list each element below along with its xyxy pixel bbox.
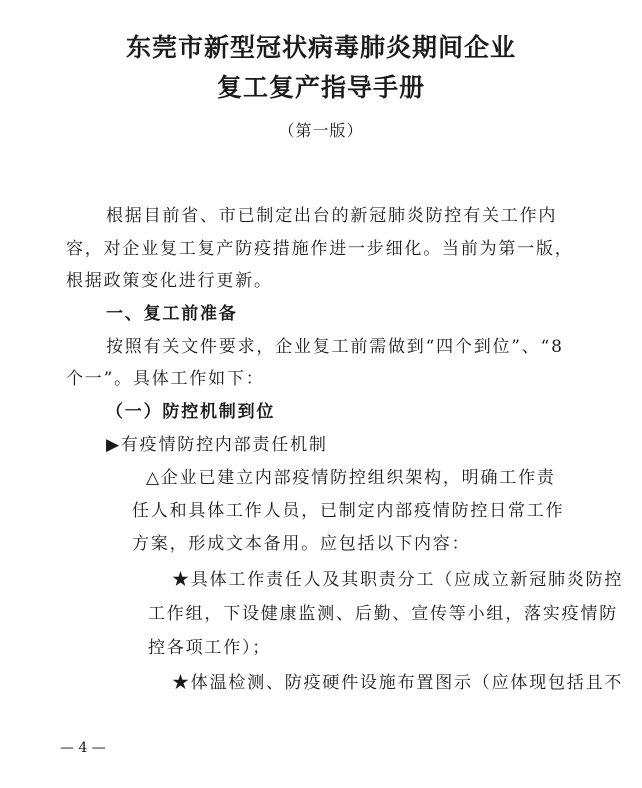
bullet-text-line: 控各项工作）； bbox=[148, 638, 272, 658]
bullet-text-line: ★体温检测、防疫硬件设施布置图示（应体现包括且不 bbox=[172, 673, 624, 693]
item-text-line: △企业已建立内部疫情防控组织架构，明确工作责 bbox=[146, 468, 556, 488]
bullet-text-line: 工作组，下设健康监测、后勤、宣传等小组，落实疫情防 bbox=[148, 604, 618, 624]
document-title-line-2: 复工复产指导手册 bbox=[216, 73, 425, 102]
section-text-line: 个一”。具体工作如下： bbox=[66, 369, 265, 389]
section-heading: 一、复工前准备 bbox=[106, 304, 238, 324]
intro-line: 根据目前省、市已制定出台的新冠肺炎防控有关工作内 bbox=[106, 206, 558, 226]
page-number: — 4 — bbox=[60, 740, 106, 756]
intro-line: 容，对企业复工复产防疫措施作进一步细化。当前为第一版， bbox=[66, 239, 574, 259]
section-text-line: 按照有关文件要求，企业复工前需做到“四个到位”、“8 bbox=[106, 337, 564, 357]
subsection-heading: （一）防控机制到位 bbox=[106, 402, 276, 422]
intro-line: 根据政策变化进行更新。 bbox=[66, 271, 273, 291]
item-text-line: 任人和具体工作人员，已制定内部疫情防控日常工作 bbox=[132, 501, 565, 521]
item-heading: ▶有疫情防控内部责任机制 bbox=[106, 435, 328, 455]
document-title-line-1: 东莞市新型冠状病毒肺炎期间企业 bbox=[125, 33, 516, 62]
item-text-line: 方案，形成文本备用。应包括以下内容： bbox=[132, 534, 471, 554]
edition-label: （第一版） bbox=[278, 121, 364, 140]
bullet-text-line: ★具体工作责任人及其职责分工（应成立新冠肺炎防控 bbox=[172, 570, 624, 590]
